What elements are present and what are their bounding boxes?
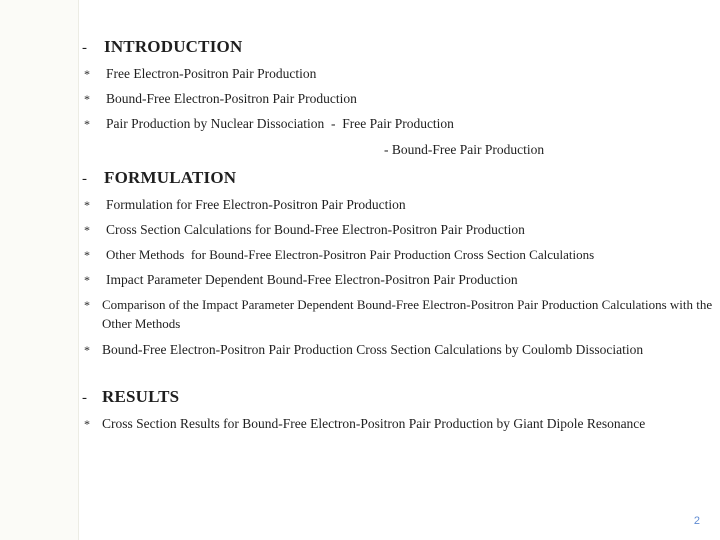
list-item-text: Formulation for Free Electron-Positron Pair Production (106, 197, 406, 212)
bullet-icon: * (84, 417, 90, 431)
left-margin-band (0, 0, 79, 540)
heading-title: RESULTS (102, 387, 180, 406)
list-item-text: Cross Section Calculations for Bound-Free Electron-Positron Pair Production (106, 222, 525, 237)
bullet-icon: * (84, 198, 90, 212)
continuation-text: - Bound-Free Pair Production (384, 142, 545, 157)
heading-title: FORMULATION (104, 168, 237, 187)
page-number: 2 (693, 515, 700, 527)
list-item (84, 220, 525, 240)
bullet-icon: * (84, 248, 90, 262)
list-item-text: Cross Section Results for Bound-Free Electron-Positron Pair Production by Giant Dipole Resonance (102, 416, 646, 431)
heading-marker: - (82, 171, 88, 187)
list-item-text: Pair Production by Nuclear Dissociation - Free Pair Production (106, 116, 454, 131)
list-item-text: Comparison of the Impact Parameter Dependent Bound-Free Electron-Positron Pair Production Calculations with the Other Methods (102, 297, 713, 331)
list-item (84, 340, 682, 360)
list-item-text: Impact Parameter Dependent Bound-Free Electron-Positron Pair Production (106, 272, 518, 287)
heading-marker: - (82, 40, 88, 56)
bullet-icon: * (84, 298, 90, 312)
list-item-text: Other Methods for Bound-Free Electron-Positron Pair Production Cross Section Calculations (106, 247, 595, 262)
list-item-continuation (384, 140, 544, 159)
results-heading (82, 387, 179, 407)
introduction-heading (82, 37, 242, 57)
list-item (84, 245, 594, 265)
list-item (84, 270, 518, 290)
list-item-text: Bound-Free Electron-Positron Pair Production Cross Section Calculations by Coulomb Dissociation (102, 342, 644, 357)
bullet-icon: * (84, 92, 90, 106)
bullet-icon: * (84, 117, 90, 131)
bullet-icon: * (84, 223, 90, 237)
heading-marker: - (82, 390, 88, 406)
list-item (84, 414, 692, 434)
list-item (84, 195, 406, 215)
bullet-icon: * (84, 273, 90, 287)
list-item (84, 89, 357, 109)
formulation-heading (82, 168, 236, 188)
list-item (84, 114, 454, 134)
list-item-text: Bound-Free Electron-Positron Pair Production (106, 91, 357, 106)
bullet-icon: * (84, 343, 90, 357)
list-item (84, 64, 316, 84)
list-item (84, 295, 716, 333)
list-item-text: Free Electron-Positron Pair Production (106, 66, 317, 81)
bullet-icon: * (84, 67, 90, 81)
heading-title: INTRODUCTION (104, 37, 243, 56)
